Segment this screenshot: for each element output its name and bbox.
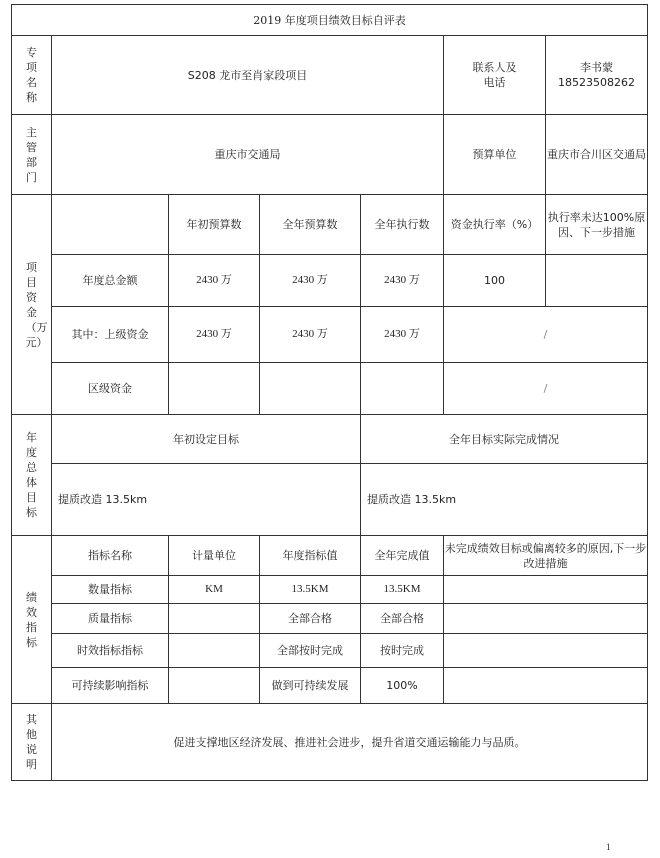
funds-label: 项目资金（万元） [12,195,52,415]
indicator-actual: 全部合格 [361,604,444,634]
indicator-header-1: 计量单位 [169,536,260,576]
funds-cell: 2430 万 [361,255,444,307]
indicator-name: 可持续影响指标 [52,668,169,704]
goals-label: 年度总体目标 [12,415,52,536]
indicator-target: 全部按时完成 [260,634,361,668]
other-value: 促进支撑地区经济发展、推进社会进步，提升省道交通运输能力与品质。 [52,704,648,781]
dept-label: 主管部门 [12,115,52,195]
funds-cell: 2430 万 [260,255,361,307]
indicator-name: 数量指标 [52,576,169,604]
funds-cell: / [444,363,648,415]
funds-row-label: 年度总金额 [52,255,169,307]
indicator-unit [169,634,260,668]
goals-plan-header: 年初设定目标 [52,415,361,464]
funds-cell: 2430 万 [260,307,361,363]
indicator-target: 13.5KM [260,576,361,604]
funds-cell [546,255,648,307]
indicator-note [444,576,648,604]
indicator-unit [169,604,260,634]
goals-actual-header: 全年目标实际完成情况 [361,415,648,464]
indicator-actual: 按时完成 [361,634,444,668]
funds-cell [169,363,260,415]
evaluation-form [11,4,648,781]
indicator-note [444,634,648,668]
funds-cell: 2430 万 [361,307,444,363]
indicator-header-0: 指标名称 [52,536,169,576]
indicator-actual: 100% [361,668,444,704]
indicator-unit: KM [169,576,260,604]
funds-cell [361,363,444,415]
indicator-name: 质量指标 [52,604,169,634]
funds-cell: 100 [444,255,546,307]
indicator-name: 时效指标指标 [52,634,169,668]
funds-header-2: 全年执行数 [361,195,444,255]
funds-header-blank [52,195,169,255]
funds-row-label: 区级资金 [52,363,169,415]
funds-cell: 2430 万 [169,255,260,307]
indicator-target: 做到可持续发展 [260,668,361,704]
indicator-note [444,604,648,634]
indicator-actual: 13.5KM [361,576,444,604]
indicator-unit [169,668,260,704]
page-number: 1 [606,842,611,852]
indicator-header-4: 未完成绩效目标或偏离较多的原因,下一步改进措施 [444,536,648,576]
indicator-note [444,668,648,704]
project-name-value: S208 龙市至肖家段项目 [52,36,444,115]
funds-cell: / [444,307,648,363]
funds-row-label: 其中：上级资金 [52,307,169,363]
project-name-label: 专项名称 [12,36,52,115]
funds-cell: 2430 万 [169,307,260,363]
funds-header-0: 年初预算数 [169,195,260,255]
indicators-label: 绩效指标 [12,536,52,704]
contact-label: 联系人及电话 [444,36,546,115]
other-label: 其他说明 [12,704,52,781]
indicator-header-3: 全年完成值 [361,536,444,576]
budget-unit-label: 预算单位 [444,115,546,195]
form-title: 2019 年度项目绩效目标自评表 [12,5,648,36]
goals-plan-value: 提质改造 13.5km [52,464,361,536]
contact-value: 李书蒙 18523508262 [546,36,648,115]
dept-value: 重庆市交通局 [52,115,444,195]
goals-actual-value: 提质改造 13.5km [361,464,648,536]
indicator-header-2: 年度指标值 [260,536,361,576]
funds-header-3: 资金执行率（%） [444,195,546,255]
budget-unit-value: 重庆市合川区交通局 [546,115,648,195]
funds-header-1: 全年预算数 [260,195,361,255]
indicator-target: 全部合格 [260,604,361,634]
funds-header-4: 执行率未达100%原因、下一步措施 [546,195,648,255]
funds-cell [260,363,361,415]
